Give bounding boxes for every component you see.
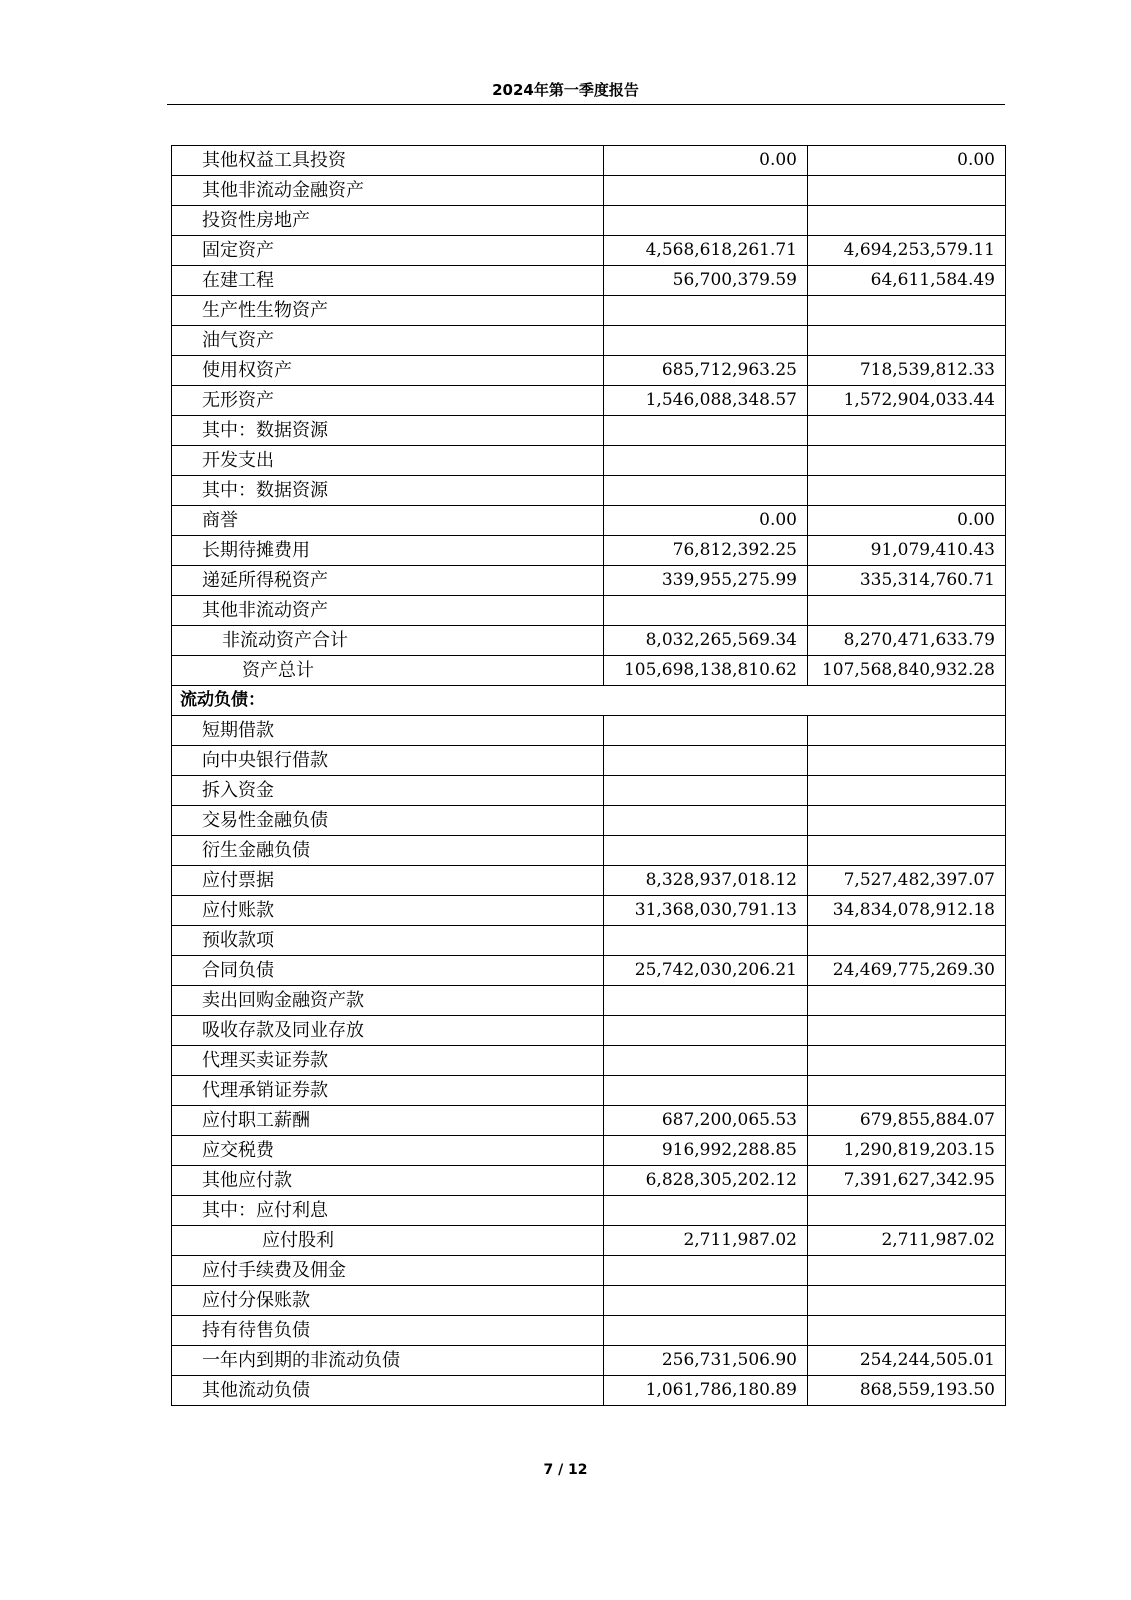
- table-row: [172, 386, 1006, 416]
- period-end-value: [604, 1286, 808, 1316]
- row-label: 代理买卖证券款: [172, 1046, 604, 1076]
- section-title: 流动负债：: [172, 686, 1006, 716]
- period-end-value: [604, 1196, 808, 1226]
- row-label: 长期待摊费用: [172, 536, 604, 566]
- prior-year-end-value: 679,855,884.07: [808, 1106, 1006, 1136]
- period-end-value: 687,200,065.53: [604, 1106, 808, 1136]
- table-row: [172, 326, 1006, 356]
- table-row: [172, 1076, 1006, 1106]
- prior-year-end-value: [808, 836, 1006, 866]
- header-divider: [167, 104, 1005, 105]
- prior-year-end-value: 7,391,627,342.95: [808, 1166, 1006, 1196]
- row-label: 其他流动负债: [172, 1376, 604, 1406]
- period-end-value: [604, 776, 808, 806]
- row-label: 向中央银行借款: [172, 746, 604, 776]
- row-label: 递延所得税资产: [172, 566, 604, 596]
- row-label: 合同负债: [172, 956, 604, 986]
- period-end-value: [604, 446, 808, 476]
- period-end-value: [604, 296, 808, 326]
- table-row: [172, 626, 1006, 656]
- table-row: [172, 746, 1006, 776]
- prior-year-end-value: [808, 926, 1006, 956]
- row-label: 应交税费: [172, 1136, 604, 1166]
- row-label: 吸收存款及同业存放: [172, 1016, 604, 1046]
- row-label: 应付分保账款: [172, 1286, 604, 1316]
- row-label: 非流动资产合计: [172, 626, 604, 656]
- table-row: [172, 1346, 1006, 1376]
- table-row: [172, 146, 1006, 176]
- row-label: 其中：数据资源: [172, 416, 604, 446]
- row-label: 在建工程: [172, 266, 604, 296]
- period-end-value: [604, 1046, 808, 1076]
- page-number: 7 / 12: [543, 1462, 588, 1478]
- row-label: 拆入资金: [172, 776, 604, 806]
- row-label: 应付票据: [172, 866, 604, 896]
- table-row: [172, 596, 1006, 626]
- table-row: [172, 896, 1006, 926]
- table-row: [172, 446, 1006, 476]
- prior-year-end-value: 0.00: [808, 146, 1006, 176]
- row-label: 预收款项: [172, 926, 604, 956]
- table-row: [172, 836, 1006, 866]
- table-row: [172, 236, 1006, 266]
- table-row: [172, 1286, 1006, 1316]
- prior-year-end-value: 254,244,505.01: [808, 1346, 1006, 1376]
- table-row: [172, 476, 1006, 506]
- prior-year-end-value: [808, 1076, 1006, 1106]
- period-end-value: [604, 746, 808, 776]
- table-row: [172, 506, 1006, 536]
- period-end-value: [604, 1316, 808, 1346]
- row-label: 固定资产: [172, 236, 604, 266]
- period-end-value: 1,061,786,180.89: [604, 1376, 808, 1406]
- period-end-value: 4,568,618,261.71: [604, 236, 808, 266]
- row-label: 其他权益工具投资: [172, 146, 604, 176]
- row-label: 卖出回购金融资产款: [172, 986, 604, 1016]
- table-row: [172, 206, 1006, 236]
- row-label: 一年内到期的非流动负债: [172, 1346, 604, 1376]
- prior-year-end-value: [808, 476, 1006, 506]
- period-end-value: 2,711,987.02: [604, 1226, 808, 1256]
- row-label: 油气资产: [172, 326, 604, 356]
- period-end-value: [604, 716, 808, 746]
- table-row: [172, 1316, 1006, 1346]
- table-row: [172, 1136, 1006, 1166]
- period-end-value: 76,812,392.25: [604, 536, 808, 566]
- prior-year-end-value: 34,834,078,912.18: [808, 896, 1006, 926]
- period-end-value: 1,546,088,348.57: [604, 386, 808, 416]
- period-end-value: [604, 476, 808, 506]
- prior-year-end-value: 0.00: [808, 506, 1006, 536]
- row-label: 其他非流动金融资产: [172, 176, 604, 206]
- prior-year-end-value: [808, 1316, 1006, 1346]
- row-label: 短期借款: [172, 716, 604, 746]
- period-end-value: [604, 926, 808, 956]
- row-label: 无形资产: [172, 386, 604, 416]
- prior-year-end-value: [808, 1016, 1006, 1046]
- period-end-value: 0.00: [604, 146, 808, 176]
- table-row: [172, 956, 1006, 986]
- section-header-row: [172, 686, 1006, 716]
- table-row: [172, 296, 1006, 326]
- prior-year-end-value: 2,711,987.02: [808, 1226, 1006, 1256]
- prior-year-end-value: [808, 1286, 1006, 1316]
- prior-year-end-value: 868,559,193.50: [808, 1376, 1006, 1406]
- table-row: [172, 416, 1006, 446]
- row-label: 其他非流动资产: [172, 596, 604, 626]
- table-row: [172, 1196, 1006, 1226]
- row-label: 使用权资产: [172, 356, 604, 386]
- period-end-value: [604, 416, 808, 446]
- prior-year-end-value: [808, 446, 1006, 476]
- table-row: [172, 176, 1006, 206]
- period-end-value: 31,368,030,791.13: [604, 896, 808, 926]
- balance-sheet-body: [172, 146, 1006, 1406]
- period-end-value: [604, 206, 808, 236]
- table-row: [172, 1226, 1006, 1256]
- period-end-value: 105,698,138,810.62: [604, 656, 808, 686]
- prior-year-end-value: 718,539,812.33: [808, 356, 1006, 386]
- prior-year-end-value: [808, 776, 1006, 806]
- prior-year-end-value: 7,527,482,397.07: [808, 866, 1006, 896]
- row-label: 资产总计: [172, 656, 604, 686]
- prior-year-end-value: [808, 806, 1006, 836]
- table-row: [172, 926, 1006, 956]
- prior-year-end-value: 8,270,471,633.79: [808, 626, 1006, 656]
- period-end-value: 56,700,379.59: [604, 266, 808, 296]
- prior-year-end-value: [808, 1196, 1006, 1226]
- prior-year-end-value: [808, 1256, 1006, 1286]
- table-row: [172, 266, 1006, 296]
- period-end-value: 25,742,030,206.21: [604, 956, 808, 986]
- table-row: [172, 566, 1006, 596]
- row-label: 其中：应付利息: [172, 1196, 604, 1226]
- period-end-value: 339,955,275.99: [604, 566, 808, 596]
- table-row: [172, 806, 1006, 836]
- table-row: [172, 776, 1006, 806]
- page-title: 2024年第一季度报告: [492, 81, 639, 99]
- row-label: 商誉: [172, 506, 604, 536]
- prior-year-end-value: 1,572,904,033.44: [808, 386, 1006, 416]
- table-row: [172, 1106, 1006, 1136]
- table-row: [172, 1016, 1006, 1046]
- row-label: 衍生金融负债: [172, 836, 604, 866]
- prior-year-end-value: [808, 296, 1006, 326]
- row-label: 交易性金融负债: [172, 806, 604, 836]
- period-end-value: [604, 1016, 808, 1046]
- table-row: [172, 986, 1006, 1016]
- period-end-value: [604, 596, 808, 626]
- table-row: [172, 866, 1006, 896]
- balance-sheet-table: [171, 145, 1006, 1406]
- row-label: 代理承销证券款: [172, 1076, 604, 1106]
- table-row: [172, 1046, 1006, 1076]
- row-label: 其他应付款: [172, 1166, 604, 1196]
- prior-year-end-value: [808, 986, 1006, 1016]
- prior-year-end-value: [808, 206, 1006, 236]
- table-row: [172, 1376, 1006, 1406]
- table-row: [172, 1256, 1006, 1286]
- prior-year-end-value: 1,290,819,203.15: [808, 1136, 1006, 1166]
- prior-year-end-value: [808, 326, 1006, 356]
- prior-year-end-value: [808, 416, 1006, 446]
- period-end-value: [604, 1076, 808, 1106]
- prior-year-end-value: 4,694,253,579.11: [808, 236, 1006, 266]
- prior-year-end-value: [808, 1046, 1006, 1076]
- period-end-value: 6,828,305,202.12: [604, 1166, 808, 1196]
- prior-year-end-value: [808, 176, 1006, 206]
- table-row: [172, 356, 1006, 386]
- table-row: [172, 656, 1006, 686]
- period-end-value: 256,731,506.90: [604, 1346, 808, 1376]
- row-label: 生产性生物资产: [172, 296, 604, 326]
- row-label: 开发支出: [172, 446, 604, 476]
- table-row: [172, 716, 1006, 746]
- prior-year-end-value: 64,611,584.49: [808, 266, 1006, 296]
- row-label: 应付账款: [172, 896, 604, 926]
- prior-year-end-value: 107,568,840,932.28: [808, 656, 1006, 686]
- row-label: 应付职工薪酬: [172, 1106, 604, 1136]
- period-end-value: 685,712,963.25: [604, 356, 808, 386]
- period-end-value: [604, 1256, 808, 1286]
- period-end-value: 8,032,265,569.34: [604, 626, 808, 656]
- period-end-value: [604, 986, 808, 1016]
- period-end-value: [604, 326, 808, 356]
- prior-year-end-value: 24,469,775,269.30: [808, 956, 1006, 986]
- period-end-value: [604, 176, 808, 206]
- prior-year-end-value: 91,079,410.43: [808, 536, 1006, 566]
- row-label: 投资性房地产: [172, 206, 604, 236]
- table-row: [172, 536, 1006, 566]
- row-label: 应付手续费及佣金: [172, 1256, 604, 1286]
- table-row: [172, 1166, 1006, 1196]
- row-label: 其中：数据资源: [172, 476, 604, 506]
- prior-year-end-value: [808, 596, 1006, 626]
- period-end-value: [604, 836, 808, 866]
- period-end-value: 8,328,937,018.12: [604, 866, 808, 896]
- period-end-value: 916,992,288.85: [604, 1136, 808, 1166]
- prior-year-end-value: [808, 746, 1006, 776]
- prior-year-end-value: [808, 716, 1006, 746]
- row-label: 应付股利: [172, 1226, 604, 1256]
- row-label: 持有待售负债: [172, 1316, 604, 1346]
- period-end-value: 0.00: [604, 506, 808, 536]
- period-end-value: [604, 806, 808, 836]
- prior-year-end-value: 335,314,760.71: [808, 566, 1006, 596]
